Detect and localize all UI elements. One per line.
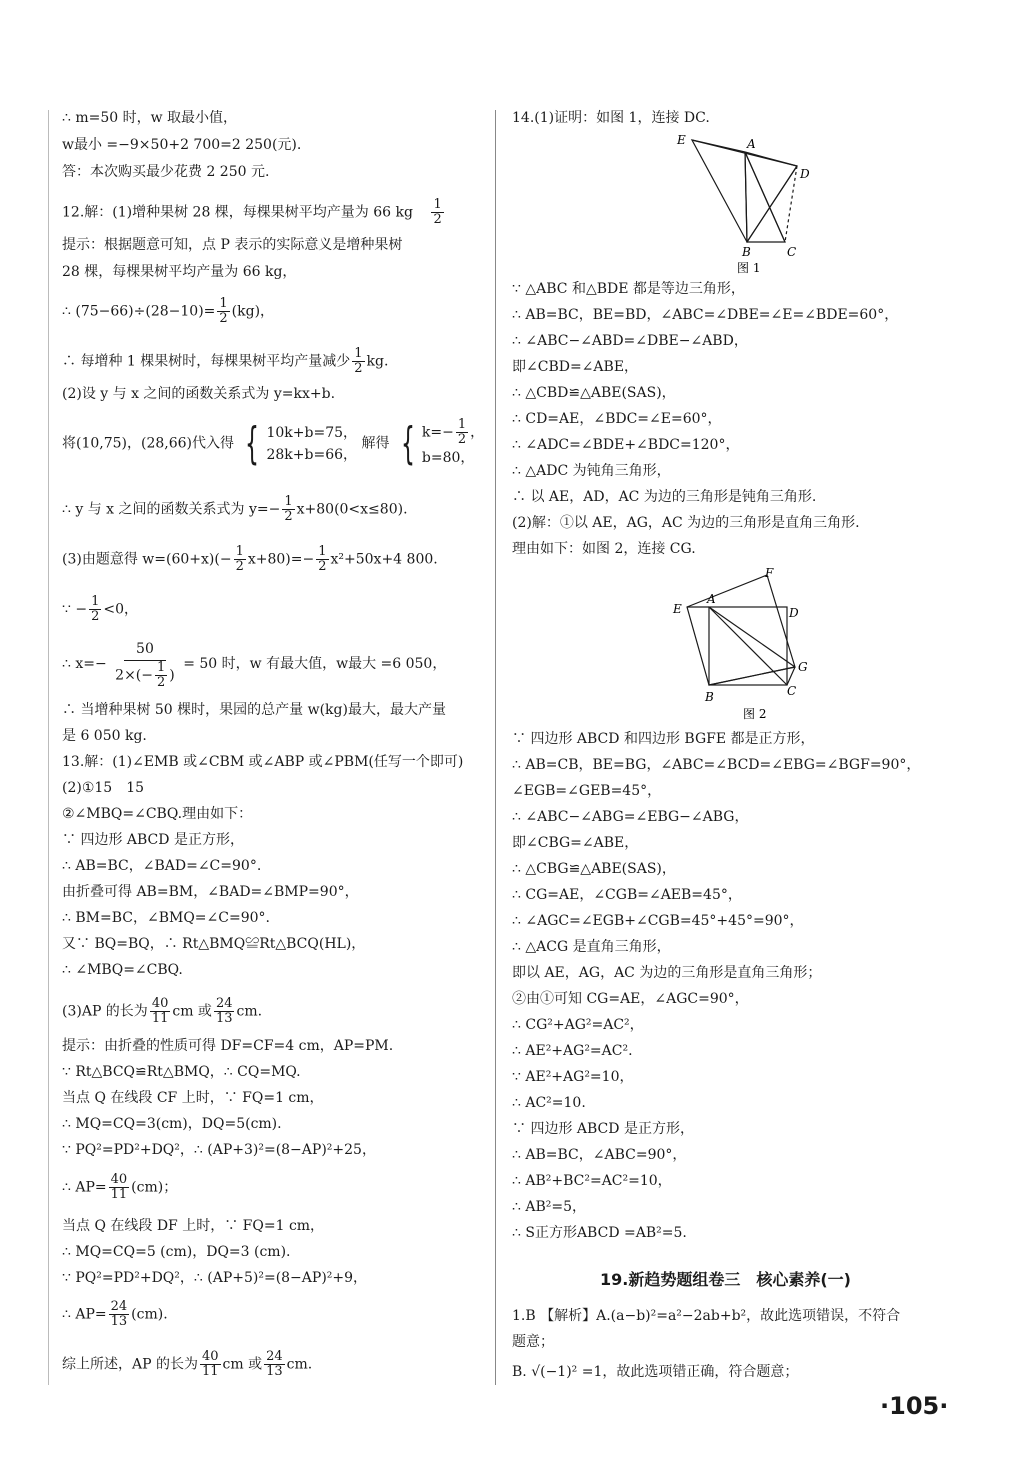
figure-1	[667, 130, 827, 280]
text-line: 当点 Q 在线段 DF 上时，∵ FQ=1 cm，	[62, 1218, 325, 1234]
text-line: ∴ AB=BC，∠ABC=90°，	[512, 1147, 687, 1163]
text-line: ∴ CG=AE，∠CGB=∠AEB=45°，	[512, 887, 742, 903]
text-line: ∴ △CBG≌△ABE(SAS)，	[512, 861, 676, 877]
problem-12-answer	[62, 198, 446, 227]
figure-2	[667, 565, 827, 730]
text-line: ②由①可知 CG=AE，∠AGC=90°，	[512, 991, 749, 1007]
text-line: 当点 Q 在线段 CF 上时，∵ FQ=1 cm，	[62, 1090, 324, 1106]
label-f: F	[765, 566, 774, 580]
fraction-half: $\frac{1}{2}$	[354, 346, 363, 376]
text-line: (2)设 y 与 x 之间的函数关系式为 y=kx+b.	[62, 386, 336, 402]
figure-2-caption: 图 2	[743, 707, 767, 721]
equation-line: ∴ x=− 50 2×(− $\frac{1}{2}$ ) = 50 时，w 有最大值，w最大 =6 050，	[62, 638, 446, 690]
equation-line: ∴ 每增种 1 棵果树时，每棵果树平均产量减少 $\frac{1}{2}$ kg.	[62, 346, 389, 376]
text-line: 由折叠可得 AB=BM，∠BAD=∠BMP=90°，	[62, 884, 359, 900]
problem-13-answer: 13.解：(1)∠EMB 或∠CBM 或∠ABP 或∠PBM(任写一个即可)	[62, 754, 464, 770]
text-line: ∴ m=50 时，w 取最小值，	[62, 110, 238, 126]
figure-1-caption: 图 1	[737, 261, 761, 275]
equation-line: 综上所述，AP 的长为 $\frac{40}{11}$ cm 或 $\frac{24}{13}$ cm.	[62, 1349, 313, 1379]
label-c: C	[787, 684, 797, 698]
label-c: C	[787, 245, 797, 259]
text-span: 12.解：(1)增种果树 28 棵，每棵果树平均产量为 66 kg	[62, 204, 413, 221]
text-line: ∴ △ADC 为钝角三角形，	[512, 463, 671, 479]
text-line: (2)解：①以 AE，AG，AC 为边的三角形是直角三角形.	[512, 515, 860, 531]
section-title: 19.新趋势题组卷三 核心素养(一)	[600, 1270, 851, 1289]
text-line: ∴ ∠ADC=∠BDE+∠BDC=120°，	[512, 437, 740, 453]
text-line: ∴ ∠MBQ=∠CBQ.	[62, 962, 183, 978]
equation-line: (3)AP 的长为 $\frac{40}{11}$ cm 或 $\frac{24}{13}$ cm.	[62, 996, 263, 1026]
equation-system: 将(10,75)，(28,66)代入得 { 10k+b=75， 28k+b=66， 解得 { k=− $\frac{1}{2}$ ， b=80，	[62, 417, 485, 469]
text-line: ∵ △ABC 和△BDE 都是等边三角形，	[512, 281, 745, 297]
text-line: ∴ CD=AE，∠BDC=∠E=60°，	[512, 411, 722, 427]
column-divider	[495, 110, 496, 1385]
problem-1-answer: 1.B 【解析】A.(a−b)²=a²−2ab+b²，故此选项错误，不符合	[512, 1308, 901, 1324]
text-line: ∴ MQ=CQ=5 (cm)，DQ=3 (cm).	[62, 1244, 291, 1260]
text-line: 即∠CBD=∠ABE，	[512, 359, 639, 375]
text-line: ∴ AB²+BC²=AC²=10，	[512, 1173, 672, 1189]
equation-line: ∴ AP= $\frac{24}{13}$ (cm).	[62, 1299, 168, 1329]
label-e: E	[677, 133, 686, 147]
label-g: G	[798, 660, 808, 674]
text-line: ∴ AC²=10.	[512, 1095, 586, 1111]
text-line: ∴ CG²+AG²=AC²，	[512, 1017, 644, 1033]
label-a: A	[707, 592, 716, 606]
equation-line: (3)由题意得 w=(60+x)(− $\frac{1}{2}$ x+80)=− $\frac{1}{2}$ x²+50x+4 800.	[62, 544, 438, 574]
text-line: (2)①15 15	[62, 780, 145, 796]
label-b: B	[705, 690, 714, 704]
text-line: 又∵ BQ=BQ，∴ Rt△BMQ≌Rt△BCQ(HL)，	[62, 936, 366, 952]
text-line: ∵ 四边形 ABCD 是正方形，	[62, 832, 244, 848]
text-line: ∵ AE²+AG²=10，	[512, 1069, 634, 1085]
text-line: 28 棵，每棵果树平均产量为 66 kg，	[62, 264, 297, 280]
text-line: ∵ PQ²=PD²+DQ²，∴ (AP+3)²=(8−AP)²+25，	[62, 1142, 376, 1158]
text-line: ∴ AB=BC，BE=BD，∠ABC=∠DBE=∠E=∠BDE=60°，	[512, 307, 899, 323]
text-line: 题意；	[512, 1334, 554, 1350]
text-line: 理由如下：如图 2，连接 CG.	[512, 541, 696, 557]
label-d: D	[800, 167, 810, 181]
label-e: E	[673, 602, 682, 616]
text-line: ∵ 四边形 ABCD 是正方形，	[512, 1121, 694, 1137]
text-line: 提示：根据题意可知，点 P 表示的实际意义是增种果树	[62, 237, 403, 253]
text-line: ∴ ∠ABC−∠ABG=∠EBG−∠ABG，	[512, 809, 749, 825]
text-line: ∵ 四边形 ABCD 和四边形 BGFE 都是正方形，	[512, 731, 815, 747]
equation-line: ∴ y 与 x 之间的函数关系式为 y=− $\frac{1}{2}$ x+80(0<x≤80).	[62, 494, 408, 524]
problem-14-answer: 14.(1)证明：如图 1，连接 DC.	[512, 110, 710, 126]
text-line: ∵ PQ²=PD²+DQ²，∴ (AP+5)²=(8−AP)²+9，	[62, 1270, 368, 1286]
text-line: 即∠CBG=∠ABE，	[512, 835, 639, 851]
text-line: ∴ ∠AGC=∠EGB+∠CGB=45°+45°=90°，	[512, 913, 804, 929]
text-line: ∵ Rt△BCQ≌Rt△BMQ，∴ CQ=MQ.	[62, 1064, 301, 1080]
text-line: ∴ BM=BC，∠BMQ=∠C=90°.	[62, 910, 270, 926]
equation-line: ∵ − $\frac{1}{2}$ <0，	[62, 594, 139, 624]
text-line: ∴ ∠ABC−∠ABD=∠DBE−∠ABD，	[512, 333, 748, 349]
text-line: ∴ AB²=5，	[512, 1199, 587, 1215]
text-line: ∴ △CBD≌△ABE(SAS)，	[512, 385, 676, 401]
text-line: ∴ AE²+AG²=AC².	[512, 1043, 633, 1059]
label-a: A	[747, 137, 756, 151]
label-b: B	[742, 245, 751, 259]
text-line: 是 6 050 kg.	[62, 728, 147, 744]
text-line: ∴ 当增种果树 50 棵时，果园的总产量 w(kg)最大，最大产量	[62, 702, 446, 718]
left-margin-rule	[48, 110, 49, 1385]
text-line: ②∠MBQ=∠CBQ.理由如下：	[62, 806, 253, 822]
text-line: ∴ △ACG 是直角三角形，	[512, 939, 671, 955]
text-line: 答：本次购买最少花费 2 250 元.	[62, 164, 270, 180]
fraction-half: $\frac{1}{2}$	[433, 197, 442, 227]
text-line: ∠EGB=∠GEB=45°，	[512, 783, 662, 799]
text-line: 提示：由折叠的性质可得 DF=CF=4 cm，AP=PM.	[62, 1038, 394, 1054]
text-line: ∴ AB=BC，∠BAD=∠C=90°.	[62, 858, 262, 874]
equation-line: ∴ (75−66)÷(28−10)= $\frac{1}{2}$ (kg)，	[62, 296, 275, 326]
text-line: B. √(−1)² =1，故此选项错正确，符合题意；	[512, 1364, 799, 1380]
text-line: 即以 AE，AG，AC 为边的三角形是直角三角形；	[512, 965, 822, 981]
equation-line: ∴ AP= $\frac{40}{11}$ (cm)；	[62, 1172, 178, 1202]
text-line: ∴ 以 AE，AD，AC 为边的三角形是钝角三角形.	[512, 489, 817, 505]
text-line: w最小 =−9×50+2 700=2 250(元).	[62, 137, 302, 153]
text-line: ∴ MQ=CQ=3(cm)，DQ=5(cm).	[62, 1116, 282, 1132]
label-d: D	[789, 606, 799, 620]
fraction-half: $\frac{1}{2}$	[219, 296, 228, 326]
text-line: ∴ S正方形ABCD =AB²=5.	[512, 1225, 687, 1241]
text-line: ∴ AB=CB，BE=BG，∠ABC=∠BCD=∠EBG=∠BGF=90°，	[512, 757, 921, 773]
page-number: ·105·	[880, 1392, 949, 1420]
